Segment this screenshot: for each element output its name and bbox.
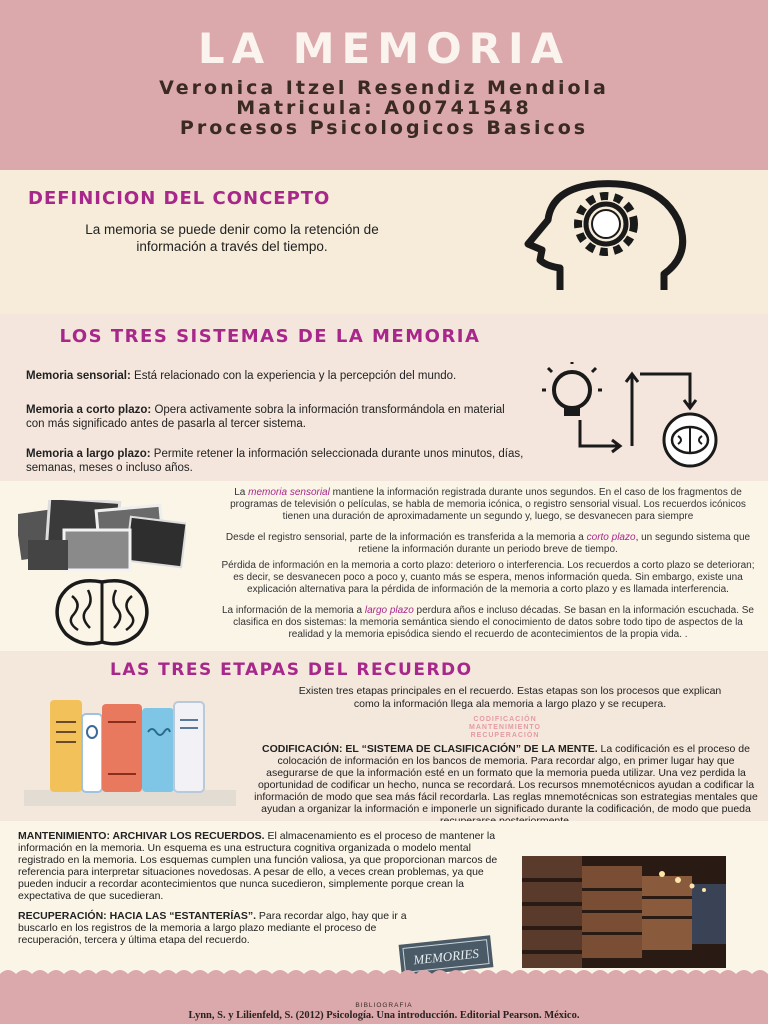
stages-heading: LAS TRES ETAPAS DEL RECUERDO xyxy=(110,660,473,680)
student-id: Matricula: A00741548 xyxy=(236,97,532,119)
detail-corto-plazo: Desde el registro sensorial, parte de la información es transferida a la memoria a corto plazo, un segundo sistema que retiene la información durante un periodo breve de tiempo. xyxy=(225,532,751,555)
detail-sensorial: La memoria sensorial mantiene la información registrada durante unos segundos. En el caso de los fragmentos de programas de televisión o películas, se habla de memoria icónica, o registro sensorial visual. Los recuerdos icónicos tienen una duración de aproximadamente un segundo y, luego, se desvanecen para siempre xyxy=(230,487,746,522)
header-scallop-edge xyxy=(0,150,768,174)
lightbulb-icon xyxy=(542,362,602,416)
systems-heading: LOS TRES SISTEMAS DE LA MEMORIA xyxy=(59,326,481,347)
stage-label-mantenimiento: MANTENIMIENTO xyxy=(469,724,541,731)
definition-text: La memoria se puede denir como la retención de información a través del tiempo. xyxy=(85,222,379,254)
stage-label-codificacion: CODIFICACIÓN xyxy=(473,716,537,723)
page-title: LA MEMORIA xyxy=(197,24,571,73)
brain-outline-icon xyxy=(52,576,152,648)
head-gear-icon xyxy=(518,180,698,298)
bibliography-text: Lynn, S. y Lilienfeld, S. (2012) Psicología. Una introducción. Editorial Pearson. México. xyxy=(188,1010,580,1021)
books-illustration xyxy=(24,692,236,810)
brain-icon xyxy=(664,414,716,466)
mantenimiento-text: MANTENIMIENTO: ARCHIVAR LOS RECUERDOS. El almacenamiento es el proceso de mantener la información en la memoria. Un esquema es una estructura cognitiva organizada o modelo mental registrado en la memoria. Los esquemas cumplen una función valiosa, ya que proporcionan marcos de referencia para interpretar situaciones novedosas. A pesar de ello, a veces crean problemas, ya que pueden inducir a recordar acontecimientos que nunca sucedieron, simplemente porque crean la expectativa de que sucedieran. xyxy=(18,830,498,902)
course-name: Procesos Psicologicos Basicos xyxy=(179,117,589,139)
system-sensorial: Memoria sensorial: Está relacionado con la experiencia y la percepción del mundo. xyxy=(26,370,457,382)
library-shelves-image xyxy=(522,856,726,968)
lightbulb-brain-diagram xyxy=(540,362,740,468)
system-largo-plazo: Memoria a largo plazo: Permite retener la información seleccionada durante unos minutos, días, semanas, meses o incluso años. xyxy=(26,448,524,474)
recuperacion-text: RECUPERACIÓN: HACIA LAS “ESTANTERÍAS”. Para recordar algo, hay que ir a buscarlo en los registros de la memoria a largo plazo mediante el proceso de recuperación, tercera y última etapa del recuerdo. xyxy=(18,910,407,946)
svg-text:MEMORIES: MEMORIES xyxy=(412,945,480,968)
detail-perdida: Pérdida de información en la memoria a corto plazo: deterioro o interferencia. Los recuerdos a corto plazo se deterioran; es decir, se desvanecen poco a poco y, cuanto más se espera, menos información queda. Sin embargo, existe una explicación alternativa para la pérdida de información de la memoria a corto plazo y es llamada interferencia. xyxy=(221,560,755,595)
stage-label-recuperacion: RECUPERACIÓN xyxy=(470,732,540,739)
detail-largo-plazo: La información de la memoria a largo plazo perdura años e incluso décadas. Se basan en la información escuchada. Se clasifica en dos sistemas: la memoria semántica siendo el conocimiento de datos sobre todo tipo de aspectos de la realidad y la memoria episódica siendo el recuerdo de acontecimientos de la propia vida. . xyxy=(221,605,754,640)
definition-heading: DEFINICION DEL CONCEPTO xyxy=(28,188,331,209)
photo-collage-image xyxy=(18,500,186,572)
author-name: Veronica Itzel Resendiz Mendiola xyxy=(159,77,609,99)
codificacion-text: CODIFICACIÓN: EL “SISTEMA DE CLASIFICACIÓN” DE LA MENTE. La codificación es el proceso de colocación de información en los bancos de memoria. Para recordar algo, en primer lugar hay que asegurarse de que la información esté en un formato que la memoria pueda utilizar. Una vez perdida la oportunidad de codificar un hecho, nunca se recordará. Los recursos mnemotécnicos ayudan a codificar la información de modo que sea más fácil recordarla. Las reglas mnemotécnicas son estrategias mentales que ayudan a organizar la información e imponerle un significado durante la codificación, de modo que pueda xyxy=(254,743,758,815)
stages-intro: Existen tres etapas principales en el recuerdo. Estas etapas son los procesos que explican como la información llega ala memoria a largo plazo y se recupera. xyxy=(298,685,722,710)
bibliography-label: BIBLIOGRAFIA xyxy=(355,1002,413,1009)
system-corto-plazo: Memoria a corto plazo: Opera activamente sobra la información transformándola en material con más significado antes de pasarla al tercer sistema. xyxy=(26,404,505,430)
